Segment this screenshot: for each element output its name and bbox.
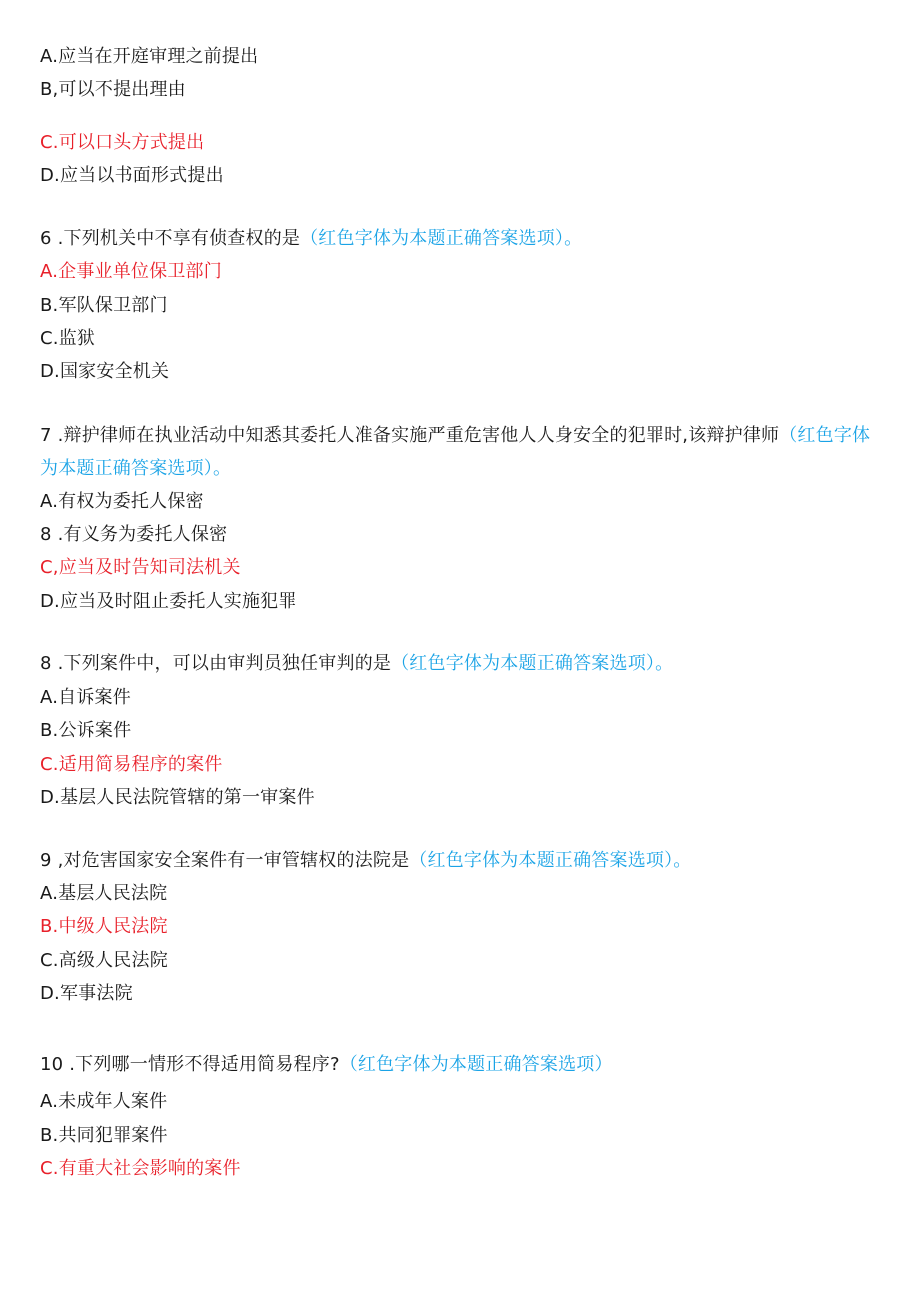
q6-option-c: C.监狱 [40,328,96,349]
q7-option-b: 8 .有义务为委托人保密 [40,524,228,545]
q10-stem: 10 .下列哪一情形不得适用简易程序? [40,1054,340,1075]
q9-question [40,849,692,873]
q6-option-a-correct: A.企事业单位保卫部门 [40,261,222,282]
q10-option-a: A.未成年人案件 [40,1091,168,1112]
q5-option-a: A.应当在开庭审理之前提出 [40,46,259,67]
q6-question [40,227,582,251]
q9-option-d: D.军事法院 [40,983,133,1004]
q7-hint: （红色字体为本题正确答案选项）。 [40,425,871,479]
q6-stem: 6 .下列机关中不享有侦查权的是 [40,228,301,249]
q6-hint: （红色字体为本题正确答案选项）。 [300,228,583,249]
q7-option-c-correct: C,应当及时告知司法机关 [40,557,241,578]
q8-question [40,652,673,676]
q9-option-a: A.基层人民法院 [40,883,168,904]
q9-hint: （红色字体为本题正确答案选项）。 [409,850,692,871]
q8-stem: 8 .下列案件中，可以由审判员独任审判的是 [40,653,392,674]
q10-question [40,1053,613,1077]
q10-hint: （红色字体为本题正确答案选项） [339,1054,613,1075]
q9-stem: 9 ,对危害国家安全案件有一审管辖权的法院是 [40,850,410,871]
q6-option-d: D.国家安全机关 [40,361,170,382]
q8-option-a: A.自诉案件 [40,687,131,708]
q7-question [40,419,880,485]
q5-option-c-correct: C.可以口头方式提出 [40,132,205,153]
q6-option-b: B.军队保卫部门 [40,295,168,316]
q9-option-c: C.高级人民法院 [40,950,168,971]
q8-option-b: B.公诉案件 [40,720,132,741]
q7-option-a: A.有权为委托人保密 [40,491,204,512]
q5-option-d: D.应当以书面形式提出 [40,165,224,186]
q8-hint: （红色字体为本题正确答案选项）。 [391,653,674,674]
q8-option-d: D.基层人民法院管辖的第一审案件 [40,787,315,808]
q8-option-c-correct: C.适用简易程序的案件 [40,754,223,775]
q5-option-b: B,可以不提出理由 [40,79,186,100]
q9-option-b-correct: B.中级人民法院 [40,916,168,937]
q7-option-d: D.应当及时阻止委托人实施犯罪 [40,591,297,612]
q10-option-c-correct: C.有重大社会影响的案件 [40,1158,241,1179]
q10-option-b: B.共同犯罪案件 [40,1125,168,1146]
q7-stem: 7 .辩护律师在执业活动中知悉其委托人准备实施严重危害他人人身安全的犯罪时,该辩护律师 [40,425,780,446]
